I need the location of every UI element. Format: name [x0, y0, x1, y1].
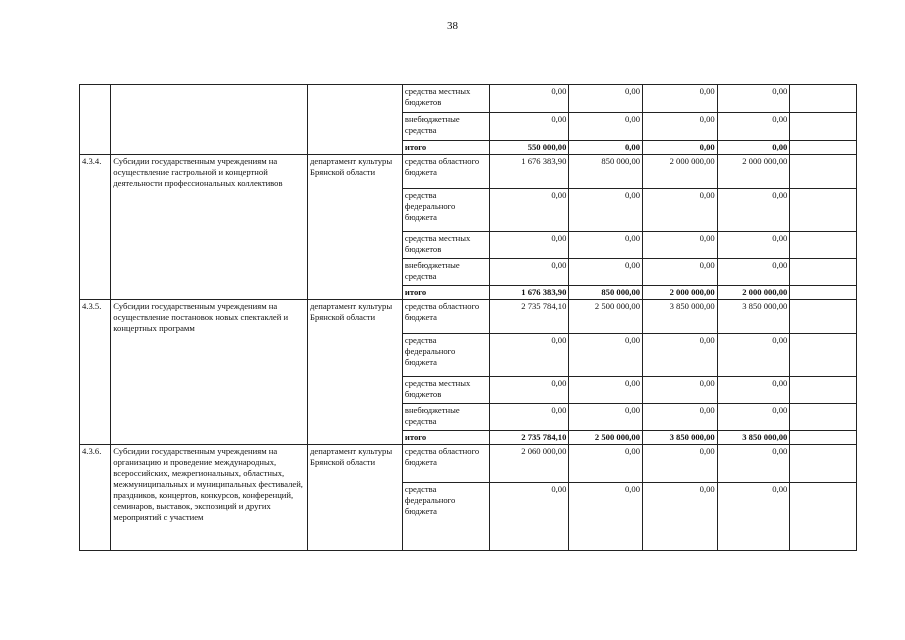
amount-cell: 2 000 000,00 [717, 155, 790, 189]
empty-cell [790, 286, 857, 300]
funding-source: внебюджетные средства [402, 404, 489, 431]
item-description: Субсидии государственным учреждениям на организацию и проведение международных, всероссийских, межрегиональных, областных, межмуниципальных и муниципальных фестивалей, праздников, концертов, конкурсов, конференций, семинаров, выставок, экспозиций и других мероприятий с участием [111, 445, 308, 551]
empty-cell [790, 483, 857, 551]
amount-cell: 0,00 [643, 334, 718, 377]
amount-cell: 0,00 [569, 259, 643, 286]
amount-cell: 0,00 [569, 232, 643, 259]
funding-source: итого [402, 141, 489, 155]
amount-cell: 0,00 [643, 404, 718, 431]
amount-cell: 0,00 [489, 334, 569, 377]
budget-table [79, 84, 857, 551]
amount-cell: 0,00 [717, 113, 790, 141]
funding-source: средства областного бюджета [402, 300, 489, 334]
amount-cell: 0,00 [717, 189, 790, 232]
empty-cell [790, 445, 857, 483]
funding-source: средства областного бюджета [402, 445, 489, 483]
amount-cell: 0,00 [717, 141, 790, 155]
table-row [80, 155, 857, 189]
amount-cell: 0,00 [489, 404, 569, 431]
amount-cell: 0,00 [569, 85, 643, 113]
amount-cell: 0,00 [717, 232, 790, 259]
funding-source: итого [402, 431, 489, 445]
amount-cell: 1 676 383,90 [489, 155, 569, 189]
amount-cell: 0,00 [489, 232, 569, 259]
item-department: департамент культуры Брянской области [308, 155, 403, 300]
empty-cell [790, 85, 857, 113]
amount-cell: 0,00 [643, 141, 718, 155]
funding-source: внебюджетные средства [402, 259, 489, 286]
amount-cell: 1 676 383,90 [489, 286, 569, 300]
amount-cell: 0,00 [569, 377, 643, 404]
table-row [80, 300, 857, 334]
funding-source: средства местных бюджетов [402, 232, 489, 259]
amount-cell: 0,00 [569, 483, 643, 551]
amount-cell: 550 000,00 [489, 141, 569, 155]
amount-cell: 0,00 [489, 85, 569, 113]
table-row [80, 445, 857, 483]
amount-cell: 0,00 [569, 113, 643, 141]
amount-cell: 850 000,00 [569, 155, 643, 189]
item-code: 4.3.6. [80, 445, 111, 551]
amount-cell: 0,00 [569, 404, 643, 431]
empty-cell [790, 113, 857, 141]
funding-source: средства местных бюджетов [402, 377, 489, 404]
amount-cell: 3 850 000,00 [643, 431, 718, 445]
amount-cell: 2 000 000,00 [643, 286, 718, 300]
amount-cell: 3 850 000,00 [717, 431, 790, 445]
item-code: 4.3.4. [80, 155, 111, 300]
amount-cell: 3 850 000,00 [717, 300, 790, 334]
empty-cell [790, 141, 857, 155]
amount-cell: 2 000 000,00 [643, 155, 718, 189]
empty-cell [790, 300, 857, 334]
amount-cell: 0,00 [569, 141, 643, 155]
empty-cell [790, 155, 857, 189]
amount-cell: 0,00 [489, 189, 569, 232]
item-description: Субсидии государственным учреждениям на осуществление гастрольной и концертной деятельности профессиональных коллективов [111, 155, 308, 300]
amount-cell: 0,00 [717, 404, 790, 431]
empty-cell [790, 404, 857, 431]
funding-source: средства местных бюджетов [402, 85, 489, 113]
amount-cell: 0,00 [489, 483, 569, 551]
amount-cell: 0,00 [643, 113, 718, 141]
amount-cell: 0,00 [643, 445, 718, 483]
empty-cell [790, 232, 857, 259]
amount-cell: 2 500 000,00 [569, 300, 643, 334]
item-description: Субсидии государственным учреждениям на осуществление постановок новых спектаклей и концертных программ [111, 300, 308, 445]
funding-source: внебюджетные средства [402, 113, 489, 141]
item-code [80, 85, 111, 155]
item-description [111, 85, 308, 155]
amount-cell: 0,00 [643, 232, 718, 259]
amount-cell: 0,00 [717, 377, 790, 404]
item-department: департамент культуры Брянской области [308, 300, 403, 445]
amount-cell: 0,00 [569, 334, 643, 377]
amount-cell: 0,00 [717, 334, 790, 377]
amount-cell: 0,00 [717, 259, 790, 286]
amount-cell: 2 735 784,10 [489, 431, 569, 445]
amount-cell: 0,00 [643, 483, 718, 551]
amount-cell: 0,00 [717, 85, 790, 113]
amount-cell: 0,00 [643, 189, 718, 232]
amount-cell: 0,00 [569, 445, 643, 483]
amount-cell: 0,00 [569, 189, 643, 232]
amount-cell: 3 850 000,00 [643, 300, 718, 334]
table-row [80, 85, 857, 113]
amount-cell: 0,00 [489, 113, 569, 141]
amount-cell: 2 000 000,00 [717, 286, 790, 300]
empty-cell [790, 259, 857, 286]
amount-cell: 0,00 [489, 259, 569, 286]
funding-source: средства федерального бюджета [402, 483, 489, 551]
item-code: 4.3.5. [80, 300, 111, 445]
item-department: департамент культуры Брянской области [308, 445, 403, 551]
funding-source: средства федерального бюджета [402, 189, 489, 232]
empty-cell [790, 377, 857, 404]
funding-source: итого [402, 286, 489, 300]
empty-cell [790, 431, 857, 445]
funding-source: средства областного бюджета [402, 155, 489, 189]
empty-cell [790, 189, 857, 232]
page-number: 38 [447, 20, 458, 32]
item-department [308, 85, 403, 155]
amount-cell: 850 000,00 [569, 286, 643, 300]
funding-source: средства федерального бюджета [402, 334, 489, 377]
amount-cell: 0,00 [717, 445, 790, 483]
amount-cell: 2 500 000,00 [569, 431, 643, 445]
amount-cell: 0,00 [717, 483, 790, 551]
amount-cell: 0,00 [643, 377, 718, 404]
empty-cell [790, 334, 857, 377]
amount-cell: 2 735 784,10 [489, 300, 569, 334]
amount-cell: 0,00 [643, 259, 718, 286]
amount-cell: 0,00 [489, 377, 569, 404]
amount-cell: 0,00 [643, 85, 718, 113]
amount-cell: 2 060 000,00 [489, 445, 569, 483]
